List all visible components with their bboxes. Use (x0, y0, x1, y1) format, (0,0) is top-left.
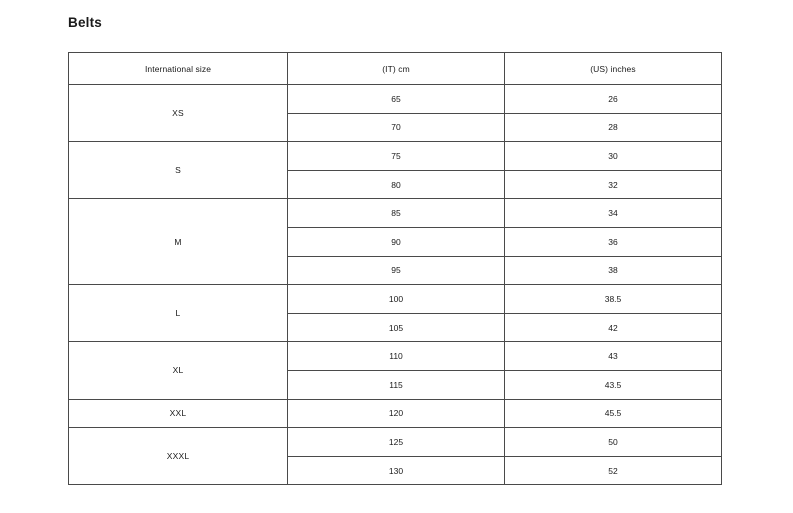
cell-it-cm: 100 (288, 285, 505, 314)
page-title: Belts (68, 15, 103, 30)
cell-us-inches: 28 (505, 113, 722, 142)
column-header-it-cm: (IT) cm (288, 53, 505, 85)
cell-it-cm: 70 (288, 113, 505, 142)
table-body (69, 85, 722, 485)
size-chart-table (68, 52, 722, 485)
cell-us-inches: 34 (505, 199, 722, 228)
cell-it-cm: 125 (288, 428, 505, 457)
table-header-row (69, 53, 722, 85)
cell-international-size: L (69, 285, 288, 342)
cell-international-size: XS (69, 85, 288, 142)
table-row (69, 399, 722, 428)
cell-international-size: XL (69, 342, 288, 399)
table-row (69, 285, 722, 314)
cell-us-inches: 43.5 (505, 370, 722, 399)
cell-us-inches: 50 (505, 428, 722, 457)
cell-it-cm: 110 (288, 342, 505, 371)
cell-international-size: S (69, 142, 288, 199)
column-header-us-inches: (US) inches (505, 53, 722, 85)
table-header (69, 53, 722, 85)
cell-international-size: XXL (69, 399, 288, 428)
cell-it-cm: 80 (288, 170, 505, 199)
table-row (69, 342, 722, 371)
table-row (69, 142, 722, 171)
column-header-international-size: International size (69, 53, 288, 85)
cell-us-inches: 52 (505, 456, 722, 485)
cell-it-cm: 75 (288, 142, 505, 171)
cell-it-cm: 120 (288, 399, 505, 428)
table-row (69, 85, 722, 114)
table-row (69, 199, 722, 228)
cell-us-inches: 45.5 (505, 399, 722, 428)
cell-it-cm: 95 (288, 256, 505, 285)
cell-it-cm: 85 (288, 199, 505, 228)
cell-us-inches: 42 (505, 313, 722, 342)
cell-it-cm: 130 (288, 456, 505, 485)
cell-us-inches: 36 (505, 227, 722, 256)
cell-us-inches: 30 (505, 142, 722, 171)
cell-international-size: XXXL (69, 428, 288, 485)
cell-it-cm: 65 (288, 85, 505, 114)
table-row (69, 428, 722, 457)
cell-international-size: M (69, 199, 288, 285)
cell-us-inches: 43 (505, 342, 722, 371)
cell-us-inches: 38 (505, 256, 722, 285)
cell-us-inches: 38.5 (505, 285, 722, 314)
cell-us-inches: 32 (505, 170, 722, 199)
cell-it-cm: 105 (288, 313, 505, 342)
cell-it-cm: 115 (288, 370, 505, 399)
cell-it-cm: 90 (288, 227, 505, 256)
cell-us-inches: 26 (505, 85, 722, 114)
